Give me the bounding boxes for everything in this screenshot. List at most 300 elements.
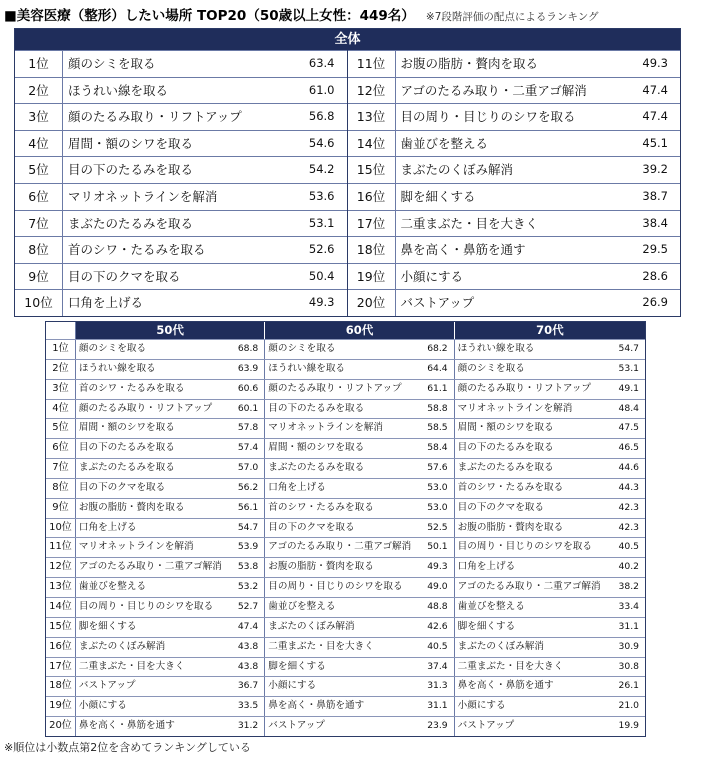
table-row — [15, 50, 347, 77]
item-name: アゴのたるみ取り・二重アゴ解消 — [400, 82, 587, 98]
item-name: 首のシワ・たるみを取る — [457, 481, 564, 493]
score-value: 56.8 — [308, 109, 335, 124]
age-cell-50s — [76, 578, 265, 597]
age-cell-50s — [76, 340, 265, 359]
item-name: バストアップ — [268, 720, 325, 732]
item-name: マリオネットラインを解消 — [78, 541, 194, 553]
item-name: 歯並びを整える — [268, 600, 336, 612]
title-main: ■美容医療（整形）したい場所 TOP20（50歳以上女性：449名） — [4, 8, 415, 24]
item-name: 顔のシミを取る — [457, 362, 525, 374]
item-name: 小顔にする — [268, 680, 317, 692]
age-cell-70s — [455, 717, 645, 736]
rank-cell: 18位 — [46, 677, 76, 696]
age-cell-60s — [265, 380, 454, 399]
score-value: 33.5 — [237, 700, 259, 712]
item-name: 脚を細くする — [400, 188, 476, 204]
score-value: 45.1 — [642, 135, 668, 150]
item-name: 眉間・額のシワを取る — [78, 422, 175, 434]
table-row — [46, 518, 645, 538]
table-row — [348, 236, 681, 263]
item-name: お腹の脂肪・贅肉を取る — [78, 501, 185, 513]
age-cell-50s — [76, 499, 265, 518]
score-value: 31.3 — [427, 680, 448, 692]
rank-cell: 8位 — [46, 479, 76, 498]
age-cell-60s — [265, 598, 454, 617]
table-row — [46, 657, 645, 677]
table-row — [46, 498, 645, 518]
score-value: 46.5 — [618, 442, 640, 454]
age-cell-50s — [76, 658, 265, 677]
rank-cell: 9位 — [15, 264, 63, 290]
item-name: お腹の脂肪・贅肉を取る — [400, 56, 539, 71]
score-value: 52.5 — [427, 521, 448, 533]
score-value: 44.3 — [618, 481, 640, 493]
score-value: 61.0 — [308, 82, 335, 97]
table-row — [46, 557, 645, 577]
rank-cell: 19位 — [46, 697, 76, 716]
item-name: 脚を細くする — [78, 620, 137, 632]
score-value: 49.3 — [427, 561, 448, 573]
score-value: 26.1 — [618, 680, 640, 692]
table-row — [348, 156, 681, 183]
score-value: 68.2 — [427, 343, 448, 354]
score-value: 47.4 — [642, 109, 668, 124]
score-value: 37.4 — [427, 660, 448, 672]
score-value: 30.8 — [618, 660, 640, 672]
rank-cell: 3位 — [46, 380, 76, 399]
table-row — [15, 103, 347, 130]
table-row — [46, 359, 645, 379]
item-name: 二重まぶた・目を大きく — [400, 215, 539, 231]
rank-cell: 16位 — [348, 184, 396, 210]
item-name: ほうれい線を取る — [268, 362, 346, 374]
rank-cell: 2位 — [46, 360, 76, 379]
item-name: 小顔にする — [78, 700, 127, 712]
score-value: 47.4 — [237, 620, 259, 632]
age-cell-70s — [455, 558, 645, 577]
page-title — [4, 4, 599, 26]
age-cell-70s — [455, 400, 645, 419]
score-value: 40.5 — [618, 541, 640, 553]
table-row — [46, 438, 645, 458]
score-value: 56.2 — [237, 481, 259, 493]
score-value: 53.9 — [237, 541, 259, 553]
overall-rows — [15, 50, 680, 316]
score-value: 30.9 — [618, 640, 640, 652]
age-cell-60s — [265, 419, 454, 438]
score-value: 38.7 — [642, 188, 668, 203]
score-value: 68.8 — [237, 343, 259, 354]
rank-cell: 16位 — [46, 638, 76, 657]
item-name: 鼻を高く・鼻筋を通す — [268, 700, 365, 712]
score-value: 54.2 — [308, 162, 335, 177]
age-cell-50s — [76, 400, 265, 419]
table-row — [348, 50, 681, 77]
item-name: 目の周り・目じりのシワを取る — [268, 581, 403, 593]
table-row — [46, 458, 645, 478]
score-value: 63.4 — [308, 56, 335, 70]
rank-cell: 18位 — [348, 237, 396, 263]
item-name: ほうれい線を取る — [457, 343, 535, 354]
item-name: 口角を上げる — [457, 561, 516, 573]
age-cell-50s — [76, 380, 265, 399]
overall-column-left — [15, 50, 348, 316]
item-name: 顔のシミを取る — [268, 343, 336, 354]
table-row — [348, 103, 681, 130]
score-value: 31.1 — [427, 700, 448, 712]
item-name: 小顔にする — [400, 268, 464, 284]
table-row — [348, 77, 681, 104]
item-name: ほうれい線を取る — [78, 362, 156, 374]
score-value: 60.6 — [237, 382, 259, 394]
score-value: 50.4 — [308, 268, 335, 283]
score-value: 64.4 — [427, 362, 448, 374]
score-value: 49.1 — [618, 382, 640, 394]
rank-cell: 10位 — [46, 519, 76, 538]
overall-header: 全体 — [15, 29, 680, 50]
rank-cell: 7位 — [15, 211, 63, 237]
age-cell-60s — [265, 717, 454, 736]
score-value: 42.3 — [618, 521, 640, 533]
age-cell-70s — [455, 360, 645, 379]
item-name: 鼻を高く・鼻筋を通す — [400, 242, 526, 258]
score-value: 33.4 — [618, 600, 640, 612]
age-cell-50s — [76, 717, 265, 736]
age-cell-70s — [455, 538, 645, 557]
rank-cell: 20位 — [46, 717, 76, 736]
age-cell-50s — [76, 439, 265, 458]
age-cell-60s — [265, 618, 454, 637]
score-value: 54.7 — [618, 343, 640, 354]
item-name: 顔のシミを取る — [78, 343, 147, 354]
item-name: 顔のたるみ取り・リフトアップ — [68, 109, 242, 125]
score-value: 53.1 — [308, 215, 335, 230]
score-value: 49.3 — [642, 56, 668, 70]
age-cell-70s — [455, 439, 645, 458]
item-name: 首のシワ・たるみを取る — [68, 242, 206, 258]
age-cell-50s — [76, 459, 265, 478]
rank-cell: 6位 — [46, 439, 76, 458]
item-name: 歯並びを整える — [400, 135, 489, 151]
score-value: 42.6 — [427, 620, 448, 632]
item-name: 顔のたるみ取り・リフトアップ — [268, 382, 402, 394]
item-name: お腹の脂肪・贅肉を取る — [268, 561, 374, 573]
age-cell-50s — [76, 479, 265, 498]
score-value: 48.8 — [427, 600, 448, 612]
age-cell-60s — [265, 439, 454, 458]
age-cell-70s — [455, 697, 645, 716]
rank-cell: 12位 — [348, 78, 396, 104]
item-name: まぶたのくぼみ解消 — [268, 620, 355, 632]
rank-cell: 10位 — [15, 290, 63, 316]
age-cell-70s — [455, 519, 645, 538]
age-cell-50s — [76, 519, 265, 538]
score-value: 57.4 — [237, 442, 259, 454]
table-row — [46, 637, 645, 657]
score-value: 50.1 — [427, 541, 448, 553]
table-row — [15, 183, 347, 210]
rank-cell: 3位 — [15, 104, 63, 130]
rank-cell: 12位 — [46, 558, 76, 577]
rank-cell: 7位 — [46, 459, 76, 478]
item-name: 二重まぶた・目を大きく — [268, 640, 374, 652]
item-name: まぶたのたるみを取る — [78, 462, 175, 474]
item-name: 目の下のクマを取る — [457, 501, 544, 513]
age-cell-70s — [455, 340, 645, 359]
item-name: マリオネットラインを解消 — [268, 422, 383, 434]
age-cell-60s — [265, 558, 454, 577]
rank-cell: 14位 — [348, 131, 396, 157]
age-cell-60s — [265, 578, 454, 597]
score-value: 53.6 — [308, 188, 335, 203]
item-name: 歯並びを整える — [457, 600, 525, 612]
item-name: アゴのたるみ取り・二重アゴ解消 — [457, 581, 601, 593]
table-row — [46, 597, 645, 617]
rank-cell: 1位 — [15, 51, 63, 77]
rank-cell: 9位 — [46, 499, 76, 518]
title-note: ※7段階評価の配点によるランキング — [425, 11, 599, 23]
age-header-70s: 70代 — [455, 322, 645, 339]
item-name: まぶたのくぼみ解消 — [78, 640, 166, 652]
score-value: 53.0 — [427, 481, 448, 493]
rank-cell: 20位 — [348, 290, 396, 316]
age-cell-60s — [265, 499, 454, 518]
age-cell-70s — [455, 419, 645, 438]
table-row — [15, 289, 347, 316]
rank-cell: 19位 — [348, 264, 396, 290]
item-name: 目の下のクマを取る — [68, 268, 181, 284]
table-row — [46, 696, 645, 716]
overall-ranking-table — [14, 28, 681, 317]
score-value: 58.4 — [427, 442, 448, 454]
item-name: バストアップ — [400, 295, 475, 311]
age-cell-60s — [265, 697, 454, 716]
age-cell-60s — [265, 400, 454, 419]
age-header-50s: 50代 — [76, 322, 265, 339]
item-name: 目の下のたるみを取る — [268, 402, 365, 414]
item-name: 目の下のたるみを取る — [457, 442, 554, 454]
table-row — [348, 183, 681, 210]
rank-cell: 17位 — [46, 658, 76, 677]
item-name: 顔のたるみ取り・リフトアップ — [457, 382, 592, 394]
age-table-body — [46, 339, 645, 736]
table-row — [46, 577, 645, 597]
rank-cell: 6位 — [15, 184, 63, 210]
item-name: 顔のシミを取る — [68, 56, 156, 71]
score-value: 53.8 — [237, 561, 259, 573]
score-value: 39.2 — [642, 162, 668, 177]
table-row — [46, 379, 645, 399]
score-value: 47.5 — [618, 422, 640, 434]
table-row — [46, 617, 645, 637]
item-name: 眉間・額のシワを取る — [268, 442, 365, 454]
table-row — [15, 263, 347, 290]
item-name: 二重まぶた・目を大きく — [78, 660, 185, 672]
table-row — [348, 263, 681, 290]
table-row — [15, 77, 347, 104]
age-cell-50s — [76, 538, 265, 557]
rank-cell: 15位 — [348, 157, 396, 183]
age-cell-50s — [76, 638, 265, 657]
table-row — [46, 676, 645, 696]
score-value: 43.8 — [237, 640, 259, 652]
item-name: ほうれい線を取る — [68, 82, 169, 98]
age-cell-60s — [265, 638, 454, 657]
age-cell-60s — [265, 538, 454, 557]
rank-cell: 8位 — [15, 237, 63, 263]
age-ranking-table — [45, 321, 646, 737]
item-name: 顔のたるみ取り・リフトアップ — [78, 402, 213, 414]
score-value: 42.3 — [618, 501, 640, 513]
score-value: 28.6 — [642, 268, 668, 283]
item-name: まぶたのくぼみ解消 — [457, 640, 544, 652]
table-row — [348, 210, 681, 237]
age-cell-70s — [455, 618, 645, 637]
rank-cell: 13位 — [46, 578, 76, 597]
score-value: 38.2 — [618, 581, 640, 593]
table-row — [15, 130, 347, 157]
overall-column-right — [348, 50, 681, 316]
age-cell-50s — [76, 677, 265, 696]
age-cell-60s — [265, 677, 454, 696]
score-value: 57.6 — [427, 462, 448, 474]
item-name: 目の下のクマを取る — [78, 481, 166, 493]
age-cell-60s — [265, 519, 454, 538]
age-cell-50s — [76, 618, 265, 637]
score-value: 53.2 — [237, 581, 259, 593]
age-cell-70s — [455, 459, 645, 478]
age-cell-60s — [265, 479, 454, 498]
item-name: バストアップ — [78, 680, 136, 692]
score-value: 53.1 — [618, 362, 640, 374]
score-value: 60.1 — [237, 402, 259, 414]
table-row — [46, 418, 645, 438]
footnote: ※順位は小数点第2位を含めてランキングしている — [4, 741, 251, 754]
age-cell-50s — [76, 598, 265, 617]
score-value: 61.1 — [427, 382, 448, 394]
age-cell-60s — [265, 658, 454, 677]
score-value: 40.5 — [427, 640, 448, 652]
item-name: 目の周り・目じりのシワを取る — [78, 600, 214, 612]
item-name: 目の下のたるみを取る — [68, 162, 194, 178]
score-value: 52.7 — [237, 600, 259, 612]
age-cell-70s — [455, 598, 645, 617]
age-header-row — [46, 322, 645, 339]
score-value: 52.6 — [308, 242, 335, 257]
item-name: アゴのたるみ取り・二重アゴ解消 — [268, 541, 412, 553]
item-name: お腹の脂肪・贅肉を取る — [457, 521, 564, 533]
score-value: 54.6 — [308, 135, 335, 150]
score-value: 19.9 — [618, 720, 640, 732]
age-cell-60s — [265, 360, 454, 379]
score-value: 31.2 — [237, 720, 259, 732]
table-row — [46, 399, 645, 419]
score-value: 49.3 — [308, 295, 335, 310]
table-row — [46, 478, 645, 498]
age-cell-50s — [76, 419, 265, 438]
age-header-60s: 60代 — [265, 322, 454, 339]
score-value: 31.1 — [618, 620, 640, 632]
age-cell-70s — [455, 677, 645, 696]
score-value: 21.0 — [618, 700, 640, 712]
rank-cell: 5位 — [15, 157, 63, 183]
item-name: 首のシワ・たるみを取る — [268, 501, 374, 513]
item-name: 口角を上げる — [268, 481, 326, 493]
age-cell-50s — [76, 558, 265, 577]
rank-cell: 5位 — [46, 419, 76, 438]
score-value: 56.1 — [237, 501, 259, 513]
rank-cell: 13位 — [348, 104, 396, 130]
score-value: 43.8 — [237, 660, 259, 672]
table-row — [46, 537, 645, 557]
rank-cell: 4位 — [46, 400, 76, 419]
score-value: 47.4 — [642, 82, 668, 97]
rank-cell: 17位 — [348, 211, 396, 237]
age-cell-60s — [265, 340, 454, 359]
table-row — [15, 210, 347, 237]
table-row — [15, 156, 347, 183]
score-value: 38.4 — [642, 215, 668, 230]
score-value: 26.9 — [642, 295, 668, 310]
item-name: 目の周り・目じりのシワを取る — [457, 541, 592, 553]
age-cell-70s — [455, 499, 645, 518]
item-name: まぶたのくぼみ解消 — [400, 162, 514, 178]
rank-cell: 14位 — [46, 598, 76, 617]
age-header-blank — [46, 322, 76, 339]
item-name: まぶたのたるみを取る — [268, 462, 365, 474]
rank-cell: 1位 — [46, 340, 76, 359]
table-row — [348, 130, 681, 157]
item-name: 二重まぶた・目を大きく — [457, 660, 564, 672]
item-name: 鼻を高く・鼻筋を通す — [78, 720, 175, 732]
item-name: アゴのたるみ取り・二重アゴ解消 — [78, 561, 222, 573]
item-name: バストアップ — [457, 720, 515, 732]
rank-cell: 15位 — [46, 618, 76, 637]
item-name: 小顔にする — [457, 700, 506, 712]
item-name: 眉間・額のシワを取る — [68, 135, 194, 151]
item-name: まぶたのたるみを取る — [457, 462, 554, 474]
score-value: 29.5 — [642, 242, 668, 257]
score-value: 57.0 — [237, 462, 259, 474]
rank-cell: 11位 — [348, 51, 396, 77]
item-name: 首のシワ・たるみを取る — [78, 382, 185, 394]
score-value: 58.8 — [427, 402, 448, 414]
item-name: マリオネットラインを解消 — [457, 402, 573, 414]
score-value: 49.0 — [427, 581, 448, 593]
item-name: まぶたのたるみを取る — [68, 215, 194, 231]
score-value: 57.8 — [237, 422, 259, 434]
score-value: 36.7 — [237, 680, 259, 692]
rank-cell: 11位 — [46, 538, 76, 557]
item-name: 目の下のクマを取る — [268, 521, 355, 533]
age-cell-70s — [455, 658, 645, 677]
score-value: 58.5 — [427, 422, 448, 434]
score-value: 40.2 — [618, 561, 640, 573]
table-row — [15, 236, 347, 263]
item-name: 口角を上げる — [68, 295, 144, 311]
score-value: 63.9 — [237, 362, 259, 374]
score-value: 54.7 — [237, 521, 259, 533]
item-name: 目の下のたるみを取る — [78, 442, 175, 454]
table-row — [46, 339, 645, 359]
rank-cell: 2位 — [15, 78, 63, 104]
age-cell-60s — [265, 459, 454, 478]
item-name: 歯並びを整える — [78, 581, 147, 593]
score-value: 23.9 — [427, 720, 448, 732]
age-cell-70s — [455, 479, 645, 498]
score-value: 48.4 — [618, 402, 640, 414]
rank-cell: 4位 — [15, 131, 63, 157]
